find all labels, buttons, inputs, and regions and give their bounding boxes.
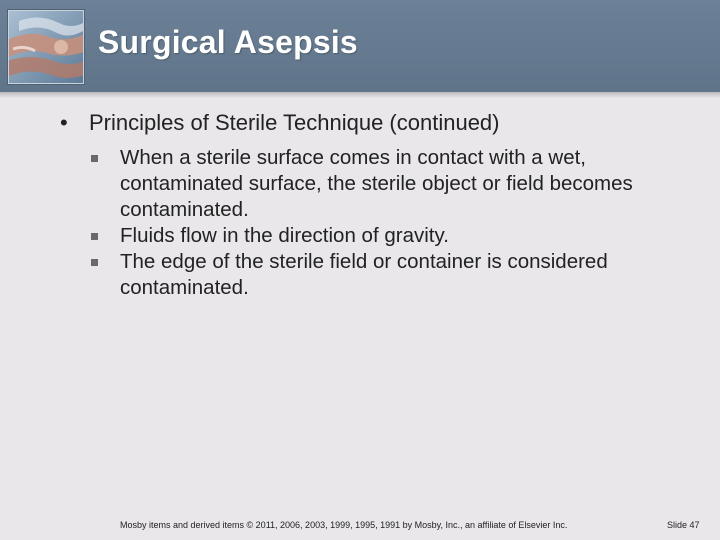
slide-number: Slide 47 (667, 520, 700, 530)
copyright-footer: Mosby items and derived items © 2011, 2006, 2003, 1999, 1995, 1991 by Mosby, Inc., an affiliate of Elsevier Inc. (120, 520, 568, 530)
square-bullet-icon (91, 259, 98, 266)
sub-bullet-item (88, 145, 708, 223)
sub-bullet-text: When a sterile surface comes in contact with a wet, contaminated surface, the sterile object or field becomes contaminated. (120, 146, 633, 221)
slide-title: Surgical Asepsis (98, 24, 358, 60)
sub-bullet-text: Fluids flow in the direction of gravity. (120, 224, 449, 247)
sub-bullet-text: The edge of the sterile field or container is considered contaminated. (120, 250, 608, 299)
square-bullet-icon (91, 155, 98, 162)
hands-scrubbing-photo-icon (8, 10, 84, 84)
header-shadow (0, 92, 720, 98)
square-bullet-icon (91, 233, 98, 240)
sub-bullet-item (88, 249, 708, 301)
sub-bullet-list (88, 145, 708, 301)
sub-bullet-item (88, 223, 708, 249)
main-bullet-text: Principles of Sterile Technique (continued) (89, 110, 500, 135)
bullet-dot-icon: • (60, 110, 68, 135)
